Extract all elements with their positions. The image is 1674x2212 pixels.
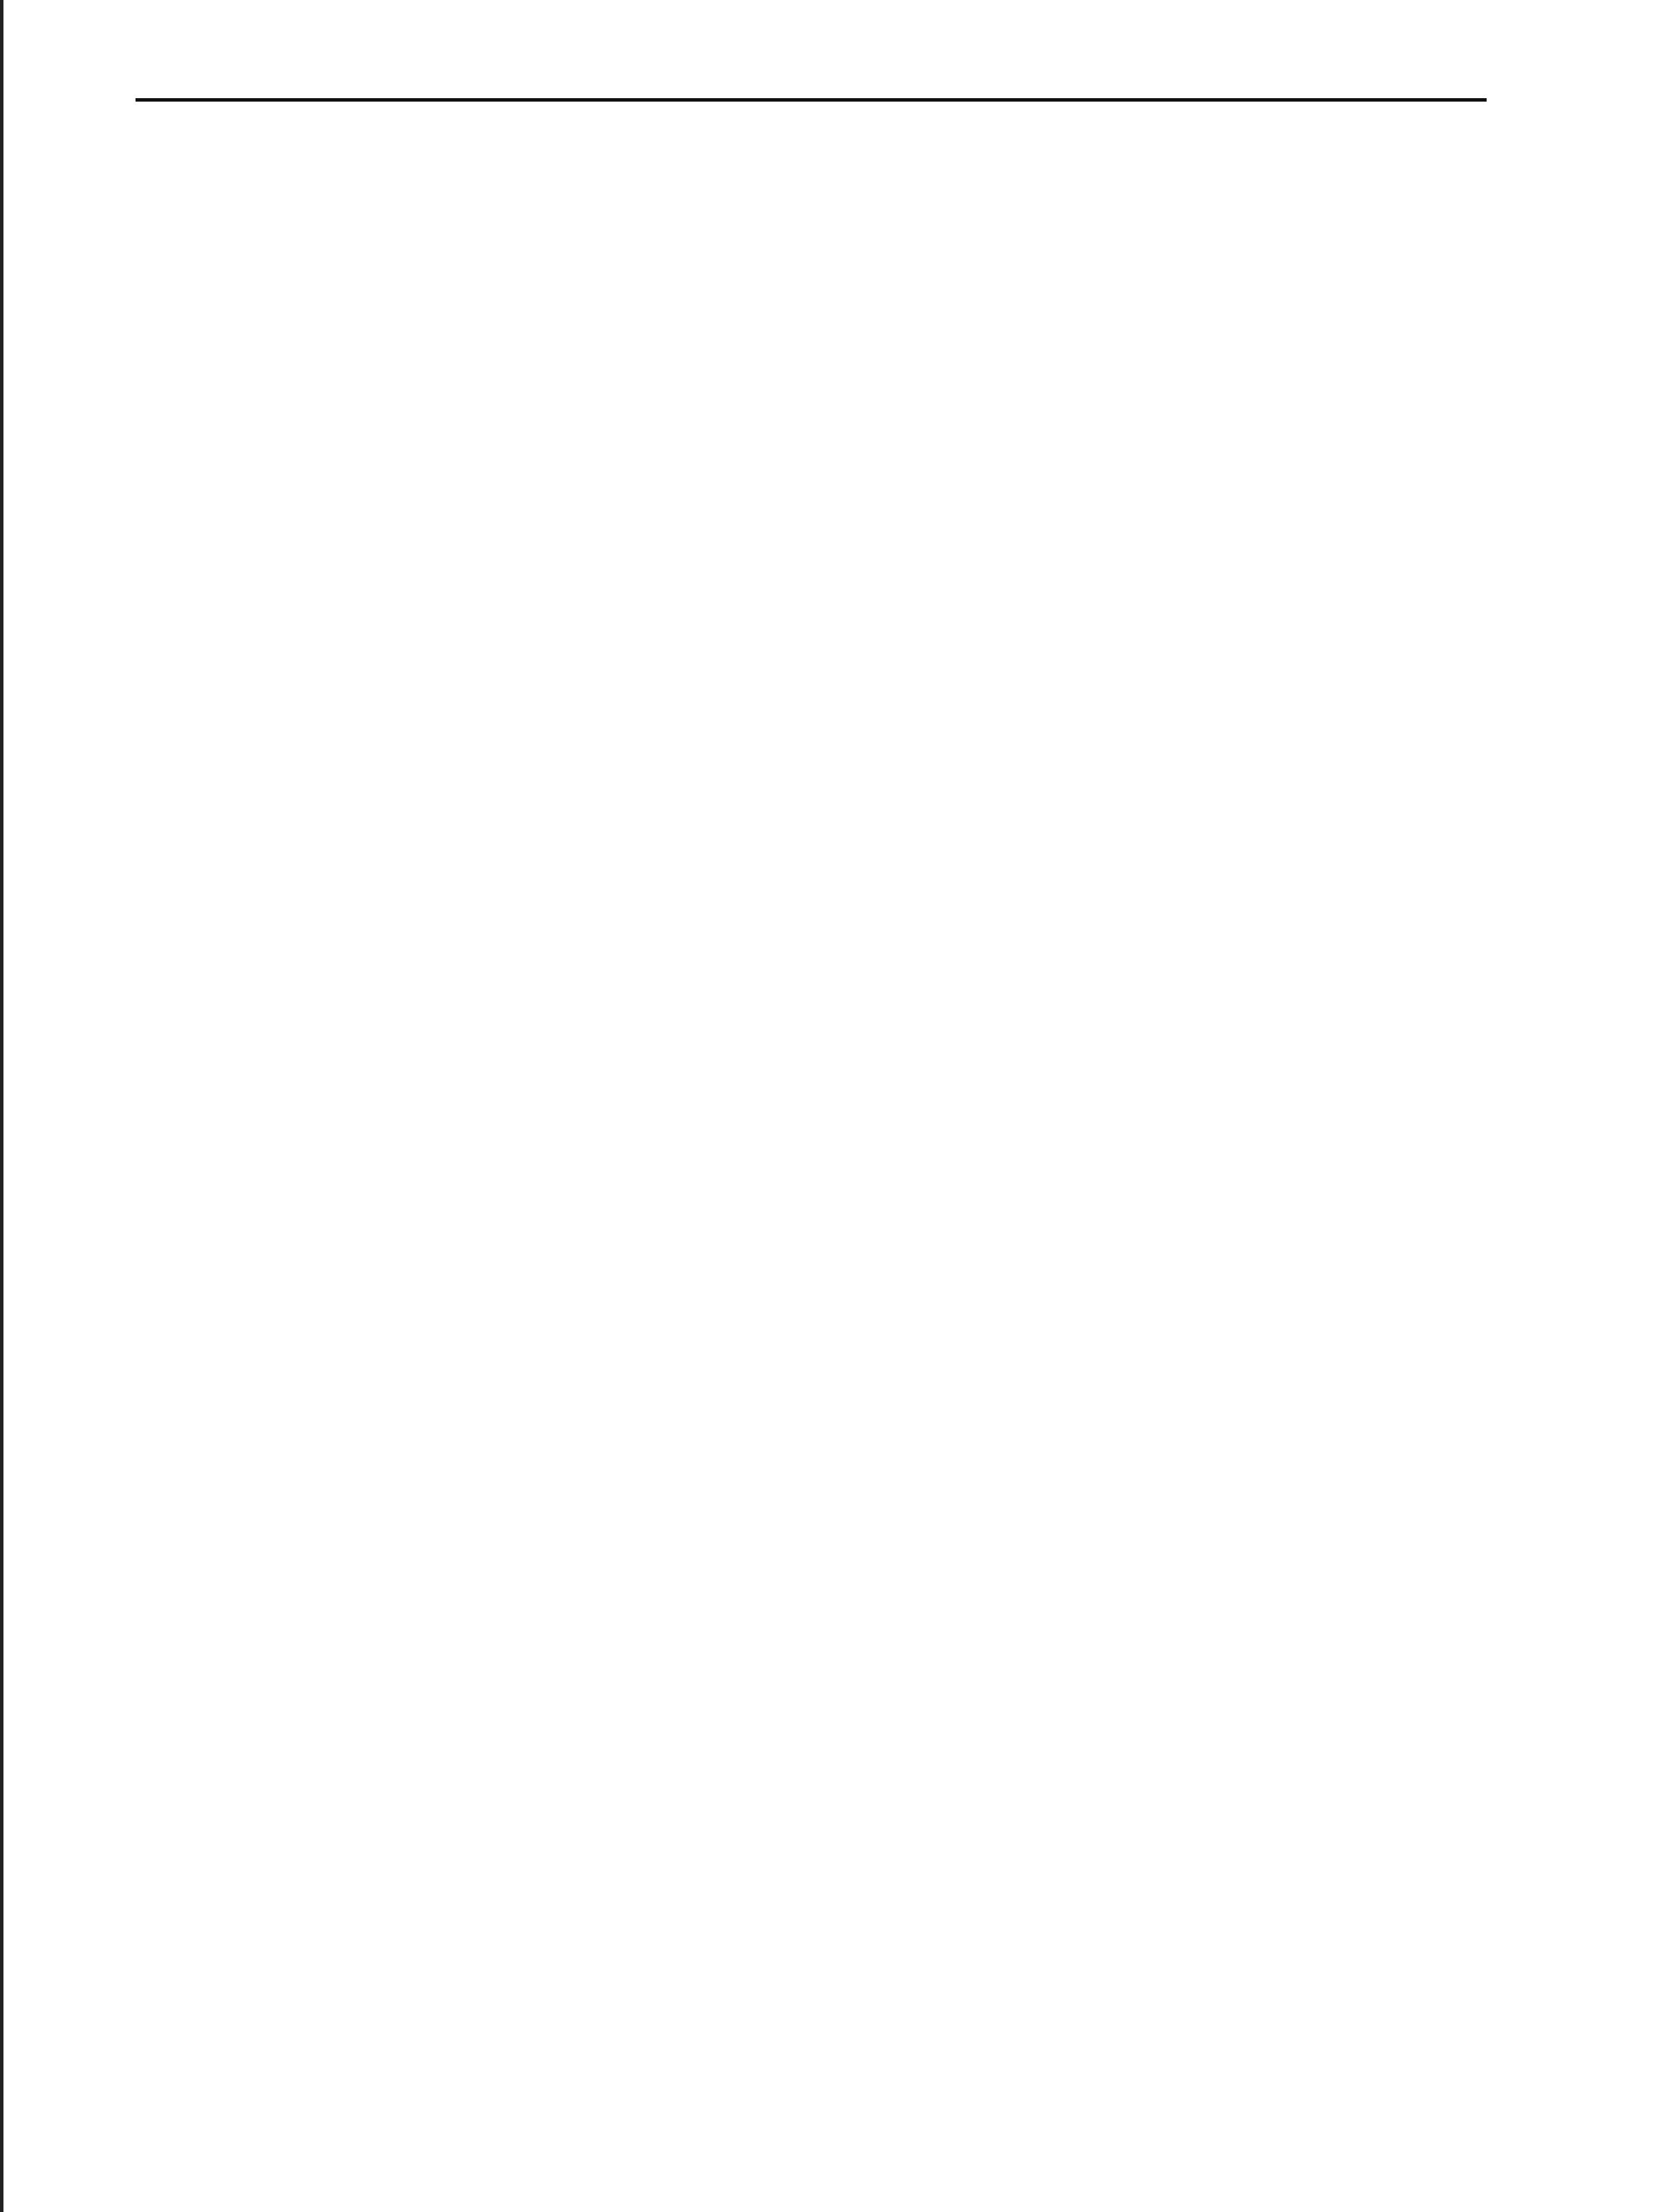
header-rule [136,98,1487,102]
directory-page [136,97,1487,111]
scan-edge [0,0,3,2212]
